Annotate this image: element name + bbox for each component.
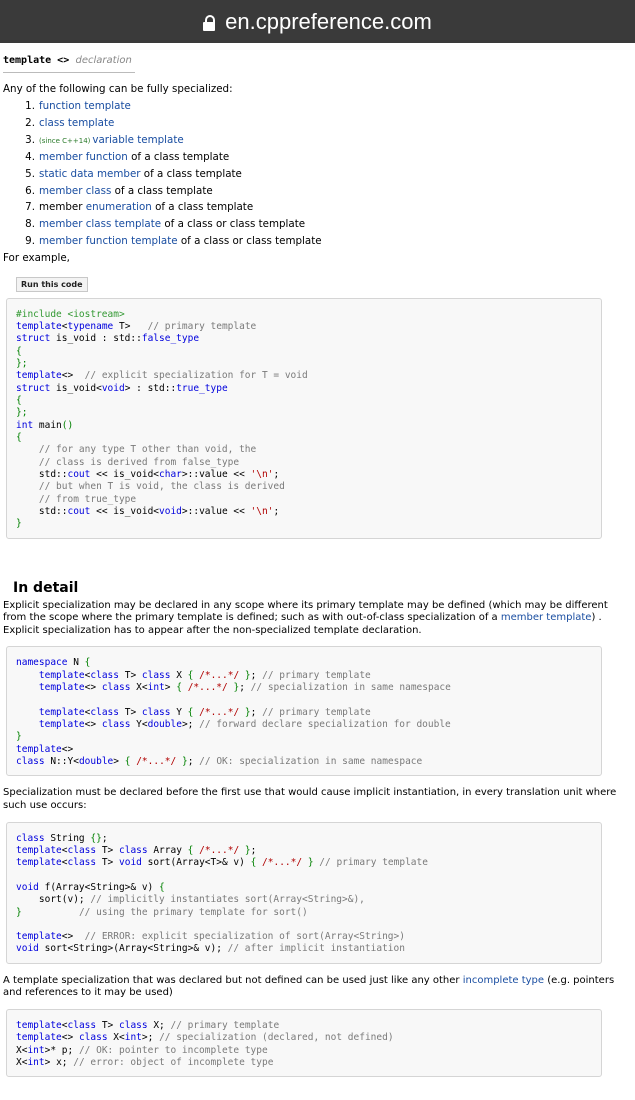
paragraph-text: Explicit specialization may be declared in any scope where its primary template may be defined (which may be different from the scope where the primary template is defined; such as with out-of-class specialization of a xyxy=(3,599,608,624)
member-template-link[interactable]: member template xyxy=(500,612,592,624)
code-block xyxy=(16,309,592,531)
list-number: 4. xyxy=(25,151,35,164)
code-line: } // using the primary template for sort() xyxy=(16,906,308,918)
list-item xyxy=(20,149,632,166)
code-line: } xyxy=(16,731,22,743)
page-content xyxy=(0,43,635,1077)
code-block xyxy=(16,1020,592,1069)
paragraph-text: (e.g. pointers and references to it may be used) xyxy=(3,974,615,999)
code-line: namespace N { xyxy=(16,657,91,669)
list-item xyxy=(20,216,632,233)
list-link[interactable]: member class template xyxy=(39,218,162,231)
code-line: // class is derived from false_type xyxy=(38,456,240,468)
code-line: template<> class X<int> { /*...*/ }; // specialization in same namespace xyxy=(38,682,451,694)
list-text: of a class or class template xyxy=(161,218,306,231)
code-line: { xyxy=(16,431,22,443)
list-text: of a class template xyxy=(127,151,230,164)
run-code-button[interactable]: Run this code xyxy=(16,277,88,292)
code-line: #include <iostream> xyxy=(16,308,125,320)
code-line: template<class T> class X { /*...*/ }; // primary template xyxy=(38,669,371,681)
code-line: // from true_type xyxy=(38,493,137,505)
list-item xyxy=(20,132,632,150)
list-text: member xyxy=(39,201,86,214)
paragraph-text: A template specialization that was declared but not defined can be used just like any other xyxy=(3,974,463,986)
code-line: struct is_void<void> : std::true_type xyxy=(16,382,228,394)
code-line: }; xyxy=(16,358,28,370)
browser-url-bar[interactable] xyxy=(0,0,635,43)
list-number: 9. xyxy=(25,234,35,247)
section-heading: In detail xyxy=(13,579,79,596)
code-line: X<int>* p; // OK: pointer to incomplete type xyxy=(16,1044,268,1056)
incomplete-type-link[interactable]: incomplete type xyxy=(462,974,545,986)
code-line: X<int> x; // error: object of incomplete type xyxy=(16,1056,274,1068)
code-example-2 xyxy=(6,646,602,776)
list-item xyxy=(20,115,632,132)
list-link[interactable]: class template xyxy=(39,116,115,129)
list-number: 5. xyxy=(25,168,35,180)
declaration-header xyxy=(3,52,135,73)
code-line: class N::Y<double> { /*...*/ }; // OK: specialization in same namespace xyxy=(16,756,423,768)
code-line: // but when T is void, the class is derived xyxy=(38,481,285,493)
list-item xyxy=(20,233,632,250)
code-line: template<> class X<int>; // specialization (declared, not defined) xyxy=(16,1032,394,1044)
code-line: template<> // explicit specialization for T = void xyxy=(16,370,308,382)
list-link[interactable]: function template xyxy=(39,100,131,113)
for-example-text: For example, xyxy=(3,251,70,264)
code-example-3 xyxy=(6,822,602,964)
code-line: void sort<String>(Array<String>& v); // after implicit instantiation xyxy=(16,943,405,955)
code-block xyxy=(16,833,592,956)
code-line: template<class T> class X; // primary template xyxy=(16,1020,280,1031)
list-link[interactable]: static data member xyxy=(39,168,141,180)
list-link[interactable]: member function xyxy=(39,151,128,164)
detail-paragraph-1 xyxy=(3,600,632,638)
list-number: 8. xyxy=(25,218,35,231)
code-line: std::cout << is_void<char>::value << '\n'; xyxy=(16,468,280,480)
list-link[interactable]: variable template xyxy=(92,133,184,146)
since-badge: (since C++14) xyxy=(39,136,91,145)
list-number: 1. xyxy=(25,100,35,113)
list-item xyxy=(20,199,632,216)
detail-paragraph-3 xyxy=(3,975,632,1000)
list-link[interactable]: enumeration xyxy=(85,201,152,214)
code-line: struct is_void : std::false_type xyxy=(16,333,200,345)
list-item xyxy=(20,98,632,115)
url-text: en.cppreference.com xyxy=(225,8,432,34)
list-number: 6. xyxy=(25,184,35,197)
code-line: } xyxy=(16,518,22,530)
code-block xyxy=(16,657,592,768)
specializable-list xyxy=(3,98,632,249)
code-line: void f(Array<String>& v) { xyxy=(16,881,165,893)
list-link[interactable]: member function template xyxy=(39,234,178,247)
detail-paragraph-2: Specialization must be declared before the first use that would cause implicit instantiation, in every translation unit where such use occurs: xyxy=(3,787,617,811)
list-item xyxy=(20,183,632,200)
code-line: template<class T> void sort(Array<T>& v) { /*...*/ } // primary template xyxy=(16,857,428,869)
code-line: template<> class Y<double>; // forward declare specialization for double xyxy=(38,719,451,731)
code-line: { xyxy=(16,395,22,406)
list-text: of a class or class template xyxy=(177,234,322,247)
code-example-4 xyxy=(6,1009,602,1077)
code-line: template<class T> class Array { /*...*/ }; xyxy=(16,844,257,856)
code-line: int main() xyxy=(16,419,74,431)
list-text: of a class template xyxy=(151,201,254,214)
declaration-keyword: template <> xyxy=(3,55,70,66)
code-line: template<typename T> // primary template xyxy=(16,321,257,333)
code-line: { xyxy=(16,345,22,357)
code-line: std::cout << is_void<void>::value << '\n'; xyxy=(16,505,280,517)
list-text: of a class template xyxy=(111,184,213,197)
code-line: sort(v); // implicitly instantiates sort(Array<String>&), xyxy=(16,894,365,906)
intro-text: Any of the following can be fully specialized: xyxy=(3,82,233,95)
lock-icon xyxy=(203,15,215,30)
code-line: class String {}; xyxy=(16,832,108,844)
list-item xyxy=(20,166,632,183)
declaration-link[interactable]: declaration xyxy=(75,55,132,66)
list-number: 3. xyxy=(25,133,35,146)
list-number: 2. xyxy=(25,116,35,129)
list-link[interactable]: member class xyxy=(39,184,112,197)
list-number: 7. xyxy=(25,201,35,214)
code-line: // for any type T other than void, the xyxy=(38,444,257,456)
list-text: of a class template xyxy=(140,168,242,180)
paragraph-text: ) . Explicit specialization has to appear after the non-specialized template declaration. xyxy=(3,612,602,636)
code-line: template<> xyxy=(16,743,74,755)
code-line: template<class T> class Y { /*...*/ }; // primary template xyxy=(38,706,371,718)
code-line: template<> // ERROR: explicit specialization of sort(Array<String>) xyxy=(16,931,405,943)
code-line: }; xyxy=(16,407,28,419)
code-example-1 xyxy=(6,298,602,539)
